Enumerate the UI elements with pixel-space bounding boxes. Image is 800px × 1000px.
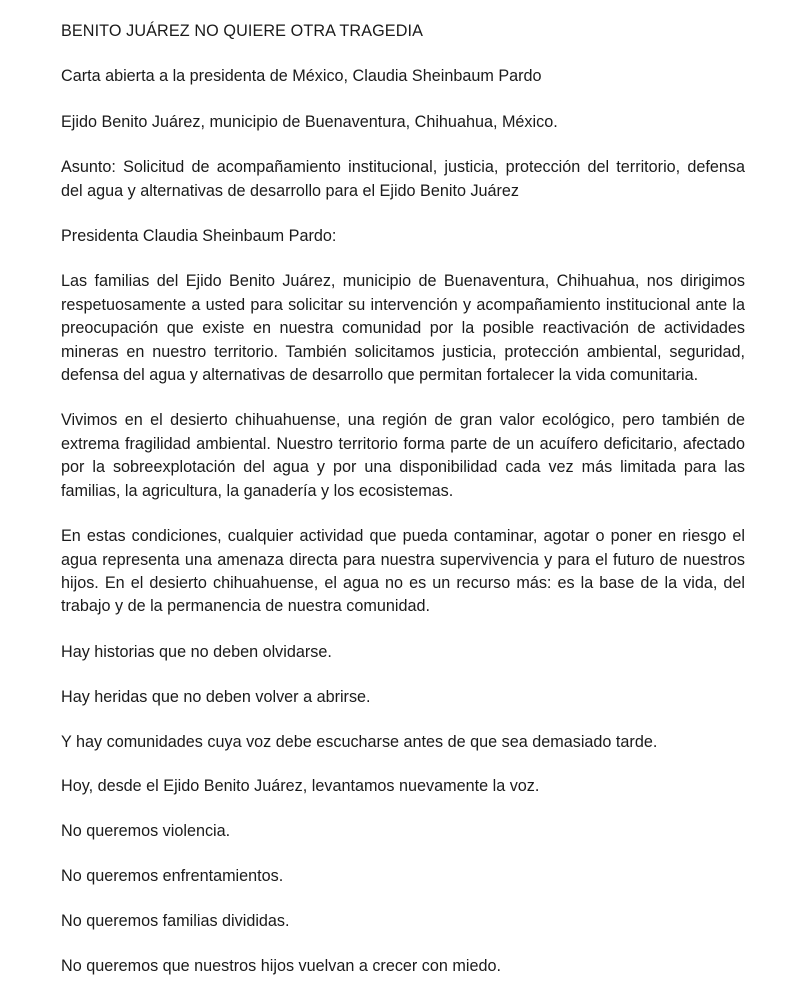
body-line: Hoy, desde el Ejido Benito Juárez, levantamos nuevamente la voz.: [61, 777, 540, 796]
body-paragraph: En estas condiciones, cualquier actividad que pueda contaminar, agotar o poner en riesgo el agua representa una amenaza directa para nuestra supervivencia y para el futuro de nuestros hijos. En el desierto chihuahuense, el agua no es un recurso más: es la base de la vida, del trabajo y de la permanencia de nuestra comunidad.: [61, 527, 745, 616]
body-paragraph: Las familias del Ejido Benito Juárez, municipio de Buenaventura, Chihuahua, nos dirigimos respetuosamente a usted para solicitar su intervención y acompañamiento institucional ante la preocupación que existe en nuestra comunidad por la posible reactivación de actividades mineras en nuestro territorio. También solicitamos justicia, protección ambiental, seguridad, defensa del agua y alternativas de desarrollo que permitan fortalecer la vida comunitaria.: [61, 272, 745, 385]
document-title: BENITO JUÁREZ NO QUIERE OTRA TRAGEDIA: [61, 22, 423, 40]
body-line: Y hay comunidades cuya voz debe escucharse antes de que sea demasiado tarde.: [61, 732, 658, 751]
body-line: Hay historias que no deben olvidarse.: [61, 642, 332, 661]
body-line: No queremos familias divididas.: [61, 912, 290, 931]
letter-document: [61, 20, 745, 1000]
document-salutation: Presidenta Claudia Sheinbaum Pardo:: [61, 227, 337, 246]
body-paragraph: Vivimos en el desierto chihuahuense, una región de gran valor ecológico, pero también de extrema fragilidad ambiental. Nuestro territorio forma parte de un acuífero deficitario, afectado por la sobreexplotación del agua y por una disponibilidad cada vez más limitada para las familias, la agricultura, la ganadería y los ecosistemas.: [61, 411, 745, 500]
body-line: No queremos enfrentamientos.: [61, 867, 284, 886]
document-location: Ejido Benito Juárez, municipio de Buenaventura, Chihuahua, México.: [61, 112, 558, 131]
body-line: No queremos que nuestros hijos vuelvan a crecer con miedo.: [61, 957, 501, 976]
document-subject: Asunto: Solicitud de acompañamiento institucional, justicia, protección del territorio, defensa del agua y alternativas de desarrollo para el Ejido Benito Juárez: [61, 158, 745, 200]
body-line: Hay heridas que no deben volver a abrirse.: [61, 687, 371, 706]
body-line: No queremos violencia.: [61, 822, 231, 841]
document-subtitle: Carta abierta a la presidenta de México, Claudia Sheinbaum Pardo: [61, 67, 542, 86]
